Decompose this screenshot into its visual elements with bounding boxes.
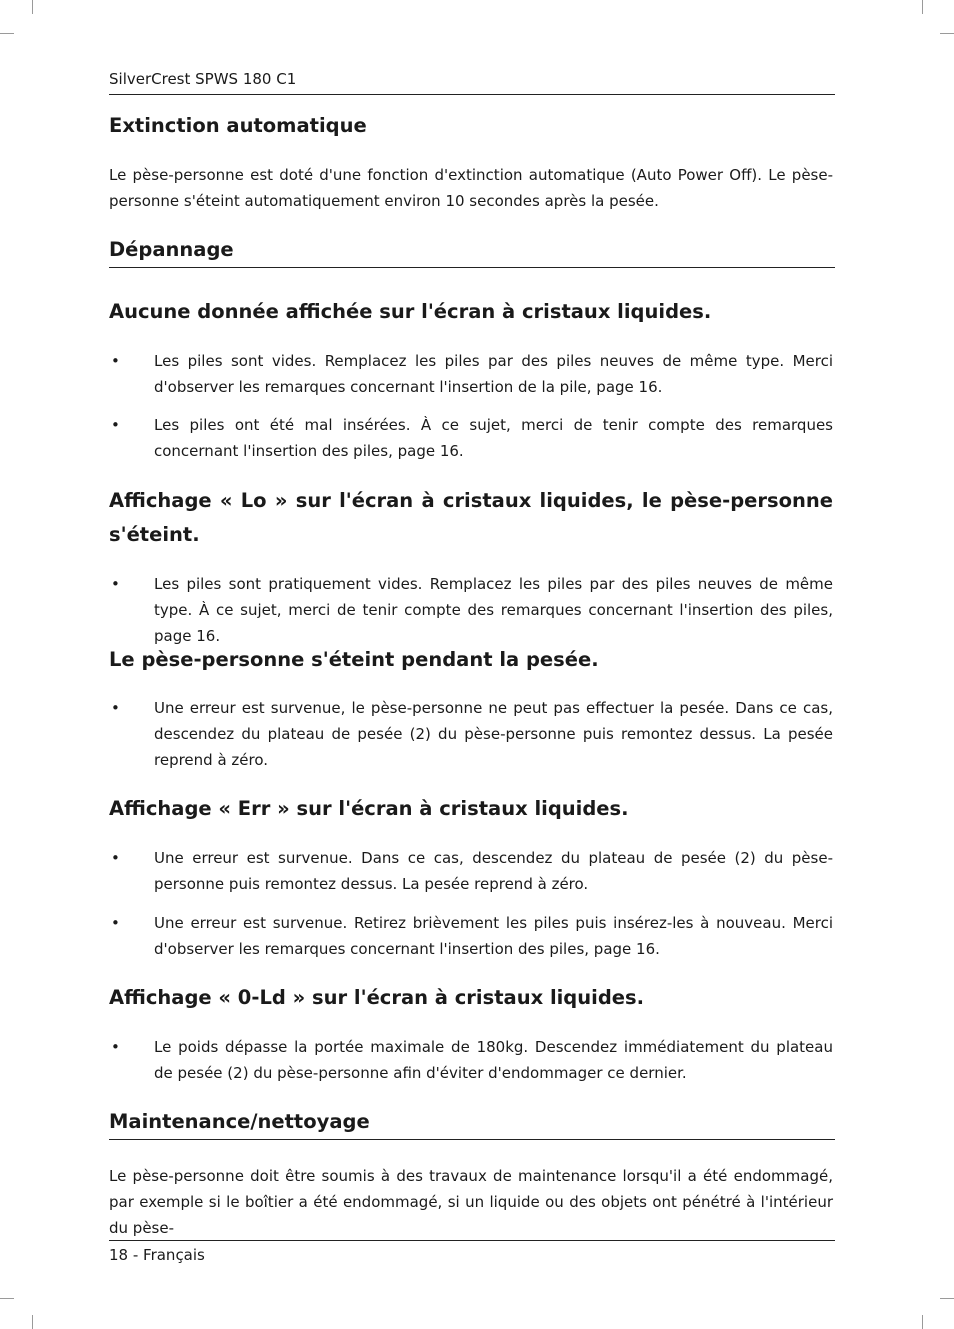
list-item-text: Les piles sont vides. Remplacez les piles par des piles neuves de même type. Merci d'observer les remarques concernant l'insertion de la pile, page 16. (154, 352, 833, 396)
list-item-text: Une erreur est survenue. Dans ce cas, descendez du plateau de pesée (2) du pèse-personne puis remontez dessus. La pesée reprend à zéro. (154, 849, 833, 893)
bullet-icon: • (111, 699, 120, 717)
crop-mark (922, 1315, 923, 1329)
bullet-icon: • (111, 1038, 120, 1056)
list-item-text: Les piles sont pratiquement vides. Remplacez les piles par des piles neuves de même type. À ce sujet, merci de tenir compte des remarques concernant l'insertion des piles, page 16. (154, 575, 833, 645)
bullet-icon: • (111, 352, 120, 370)
crop-mark (32, 1315, 33, 1329)
bullet-icon: • (111, 914, 120, 932)
crop-mark (922, 0, 923, 14)
crop-mark (0, 1298, 14, 1299)
footer-rule (109, 1240, 835, 1241)
header-rule (109, 94, 835, 95)
subheading-no-data: Aucune donnée affichée sur l'écran à cristaux liquides. (109, 300, 712, 323)
heading-troubleshooting: Dépannage (109, 238, 835, 268)
running-header: SilverCrest SPWS 180 C1 (109, 70, 297, 88)
page-number: 18 - Français (109, 1246, 205, 1264)
subheading-turns-off: Le pèse-personne s'éteint pendant la pesée. (109, 648, 599, 671)
heading-maintenance: Maintenance/nettoyage (109, 1110, 835, 1140)
crop-mark (940, 33, 954, 34)
crop-mark (940, 1298, 954, 1299)
bullet-icon: • (111, 575, 120, 593)
list-item-text: Le poids dépasse la portée maximale de 180kg. Descendez immédiatement du plateau de pesée (2) du pèse-personne afin d'éviter d'endommager ce dernier. (154, 1038, 833, 1082)
subheading-lo-display: Affichage « Lo » sur l'écran à cristaux liquides, le pèse-personne s'éteint. (109, 489, 833, 546)
subheading-0ld-display: Affichage « 0-Ld » sur l'écran à cristaux liquides. (109, 986, 645, 1009)
paragraph-auto-off: Le pèse-personne est doté d'une fonction d'extinction automatique (Auto Power Off). Le pèse-personne s'éteint automatiquement environ 10 secondes après la pesée. (109, 166, 833, 210)
heading-auto-off: Extinction automatique (109, 114, 367, 137)
bullet-icon: • (111, 416, 120, 434)
list-item-text: Une erreur est survenue, le pèse-personne ne peut pas effectuer la pesée. Dans ce cas, descendez du plateau de pesée (2) du pèse-personne puis remontez dessus. La pesée reprend à zéro. (154, 699, 833, 769)
list-item-text: Une erreur est survenue. Retirez brièvement les piles puis insérez-les à nouveau. Merci d'observer les remarques concernant l'insertion des piles, page 16. (154, 914, 833, 958)
list-item-text: Les piles ont été mal insérées. À ce sujet, merci de tenir compte des remarques concernant l'insertion des piles, page 16. (154, 416, 833, 460)
subheading-err-display: Affichage « Err » sur l'écran à cristaux liquides. (109, 797, 629, 820)
paragraph-maintenance: Le pèse-personne doit être soumis à des travaux de maintenance lorsqu'il a été endommagé, par exemple si le boîtier a été endommagé, si un liquide ou des objets ont pénétré à l'intérieur du pèse- (109, 1167, 833, 1237)
bullet-icon: • (111, 849, 120, 867)
crop-mark (0, 33, 14, 34)
crop-mark (32, 0, 33, 14)
